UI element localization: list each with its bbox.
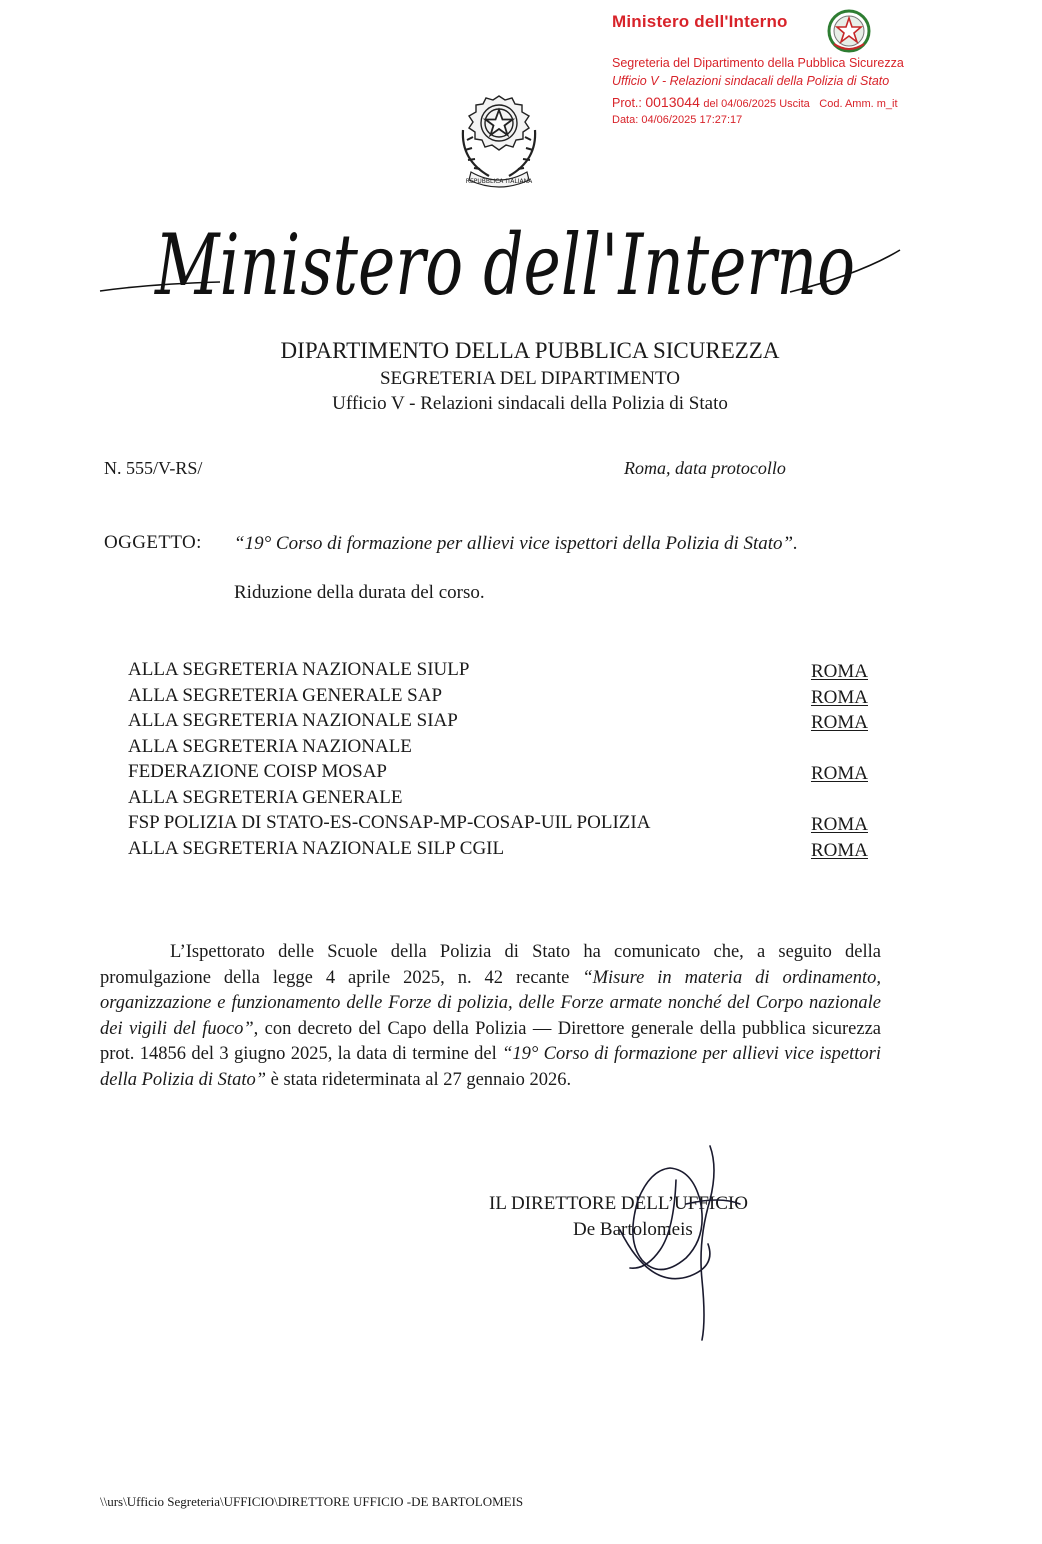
stamp-protocol [612, 94, 898, 110]
recipient-city: ROMA [810, 661, 868, 682]
handwritten-signature [590, 1140, 740, 1350]
recipient-name: ALLA SEGRETERIA NAZIONALE SIAP [128, 710, 458, 731]
stamp-prot-date: del 04/06/2025 Uscita [703, 98, 810, 110]
secretariat-heading: SEGRETERIA DEL DIPARTIMENTO [379, 368, 681, 389]
place-date: Roma, data protocollo [624, 458, 786, 478]
body-course-title: “19° Corso di formazione per allievi vice ispettori della Polizia di Stato” [100, 1044, 881, 1090]
recipient-row [128, 761, 868, 787]
stamp-emblem-icon [826, 8, 872, 54]
body-text-part2: , con decreto del Capo della Polizia — Direttore generale della pubblica sicurezza prot. 14856 del 3 giugno 2025, la data di termine del [100, 1018, 881, 1064]
recipient-row [128, 685, 868, 711]
recipient-row [128, 787, 868, 813]
body-text-part1: L’Ispettorato delle Scuole della Polizia di Stato ha comunicato che, a seguito della promulgazione della legge 4 aprile 2025, n. 42 recante [100, 942, 881, 988]
subject-title: “19° Corso di formazione per allievi vice ispettori della Polizia di Stato”. [234, 533, 798, 554]
recipient-row [128, 710, 868, 736]
stamp-title: Ministero dell'Interno [612, 12, 788, 31]
file-path-footer: \\urs\Ufficio Segreteria\UFFICIO\DIRETTORE UFFICIO -DE BARTOLOMEIS [100, 1494, 524, 1509]
stamp-department: Segreteria del Dipartimento della Pubblica Sicurezza [612, 56, 904, 70]
recipient-name: FEDERAZIONE COISP MOSAP [128, 761, 387, 782]
recipient-city: ROMA [810, 814, 868, 835]
recipient-name: FSP POLIZIA DI STATO-ES-CONSAP-MP-COSAP-UIL POLIZIA [128, 812, 651, 833]
stamp-office: Ufficio V - Relazioni sindacali della Polizia di Stato [612, 74, 890, 88]
recipient-list [128, 659, 868, 863]
recipient-name: ALLA SEGRETERIA NAZIONALE [128, 735, 412, 757]
recipient-row [128, 838, 868, 864]
body-paragraph [100, 940, 881, 1093]
recipient-city: ROMA [810, 763, 868, 784]
recipient-row [128, 736, 868, 762]
recipient-name: ALLA SEGRETERIA GENERALE SAP [128, 684, 443, 706]
subject-subtitle: Riduzione della durata del corso. [234, 582, 485, 603]
recipient-row [128, 659, 868, 685]
republic-emblem-icon [449, 90, 549, 192]
subject-label: OGGETTO: [104, 532, 202, 553]
ministry-script-text: Ministero dell'Interno [153, 216, 856, 314]
recipient-city: ROMA [810, 712, 868, 733]
body-text-part3: è stata rideterminata al 27 gennaio 2026. [266, 1069, 572, 1090]
ministry-script-title [90, 196, 920, 326]
stamp-prot-number: 0013044 [645, 94, 700, 110]
office-heading: Ufficio V - Relazioni sindacali della Polizia di Stato [332, 393, 728, 414]
recipient-name: ALLA SEGRETERIA GENERALE [128, 786, 403, 808]
recipient-row [128, 812, 868, 838]
department-heading: DIPARTIMENTO DELLA PUBBLICA SICUREZZA [280, 338, 780, 363]
stamp-prot-label: Prot.: [612, 96, 642, 110]
stamp-amm-code: Cod. Amm. m_it [819, 98, 898, 110]
body-law-title: “Misure in materia di ordinamento, organizzazione e funzionamento delle Forze di polizia, delle Forze armate nonché del Corpo nazionale dei vigili del fuoco” [100, 967, 881, 1039]
signatory-title: IL DIRETTORE DELL’UFFICIO [489, 1193, 748, 1214]
stamp-datetime: Data: 04/06/2025 17:27:17 [612, 114, 743, 126]
recipient-city: ROMA [810, 686, 868, 708]
recipient-city: ROMA [810, 839, 868, 861]
protocol-number: N. 555/V-RS/ [104, 458, 203, 478]
emblem-motto: REPUBBLICA ITALIANA [465, 178, 533, 185]
signatory-name: De Bartolomeis [573, 1219, 693, 1240]
recipient-name: ALLA SEGRETERIA NAZIONALE SIULP [128, 659, 470, 680]
recipient-name: ALLA SEGRETERIA NAZIONALE SILP CGIL [128, 837, 505, 859]
